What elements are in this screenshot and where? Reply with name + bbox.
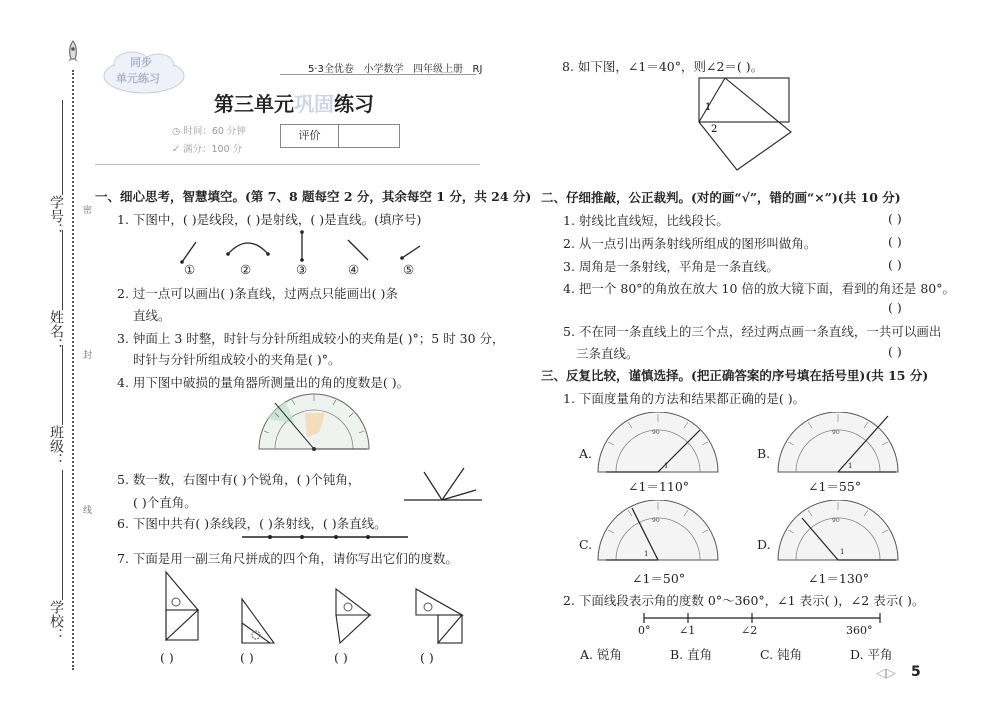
- q7-blank-2[interactable]: ( ): [240, 650, 254, 665]
- subject-name: 小学数学: [363, 64, 404, 75]
- seal-xian: 线: [81, 505, 91, 514]
- grade-name: 四年级上册: [413, 64, 463, 75]
- edition-name: RJ: [472, 64, 483, 75]
- q7-figure-2: [234, 595, 280, 647]
- protractor-a: [596, 412, 720, 474]
- svg-text:2: 2: [711, 124, 718, 135]
- q1-label-1: ①: [184, 262, 196, 277]
- figure-5-ray: [400, 246, 420, 260]
- header-bottom-rule: [95, 164, 480, 165]
- s2-answer-2[interactable]: ( ): [888, 234, 902, 249]
- numberline-mark2: ∠2: [741, 624, 758, 637]
- svg-text:90: 90: [832, 429, 840, 436]
- section3-heading: 三、反复比较，谨慎选择。(把正确答案的序号填在括号里)(共 15 分): [541, 368, 929, 383]
- name-line[interactable]: [62, 230, 63, 310]
- q7-figure-4: [408, 585, 468, 647]
- evaluation-box: [280, 124, 400, 148]
- choice-d[interactable]: D. 平角: [850, 647, 893, 662]
- evaluation-field[interactable]: [340, 125, 400, 147]
- q3-text-a: 3. 钟面上 3 时整，时针与分针所组成较小的夹角是( )°；5 时 30 分，: [117, 331, 505, 346]
- s2-answer-1[interactable]: ( ): [888, 211, 902, 226]
- section1-heading: 一、细心思考，智慧填空。(第 7、8 题每空 2 分，其余每空 1 分，共 24 分): [95, 189, 532, 204]
- q5-angles-figure: [402, 462, 484, 504]
- option-a-letter[interactable]: A.: [579, 446, 593, 461]
- choice-a[interactable]: A. 锐角: [580, 647, 622, 662]
- option-c-caption: ∠1＝50°: [632, 571, 686, 586]
- s2-item-5a: 5. 不在同一条直线上的三个点，经过两点画一条直线，一共可以画出: [563, 324, 942, 339]
- option-c-letter[interactable]: C.: [579, 537, 593, 552]
- q8-text: 8. 如下图，∠1＝40°，则∠2＝( )。: [562, 59, 764, 74]
- option-d-caption: ∠1＝130°: [808, 571, 870, 586]
- q2-text-b: 直线。: [133, 308, 171, 323]
- class-line[interactable]: [62, 345, 63, 425]
- protractor-c: [596, 500, 720, 566]
- s2-item-1: 1. 射线比直线短，比线段长。: [563, 213, 729, 228]
- school-label: 学校：: [48, 600, 64, 642]
- svg-text:1: 1: [705, 102, 712, 113]
- badge-line2: 单元练习: [116, 72, 160, 85]
- figure-4-line: [348, 240, 368, 260]
- figure-2-arc: [226, 243, 270, 256]
- class-label: 班级：: [48, 425, 64, 467]
- q7-blank-1[interactable]: ( ): [160, 650, 174, 665]
- option-a-caption: ∠1＝110°: [628, 479, 690, 494]
- option-d-letter[interactable]: D.: [757, 537, 771, 552]
- protractor-b: [776, 412, 900, 474]
- seal-feng: 封: [81, 350, 91, 359]
- q2-text-a: 2. 过一点可以画出( )条直线，过两点只能画出( )条: [117, 286, 398, 301]
- q1-label-5: ⑤: [403, 262, 415, 277]
- s2-item-4: 4. 把一个 80°的角放在放大 10 倍的放大镜下面，看到的角还是 80°。: [563, 281, 956, 296]
- s2-item-2: 2. 从一点引出两条射线所组成的图形叫做角。: [563, 236, 817, 251]
- svg-text:1: 1: [840, 548, 845, 556]
- svg-text:90: 90: [832, 517, 840, 524]
- q1-label-3: ③: [296, 262, 308, 277]
- s2-answer-3[interactable]: ( ): [888, 257, 902, 272]
- option-b-letter[interactable]: B.: [757, 446, 771, 461]
- q7-figure-1: [158, 568, 208, 646]
- s2-item-3: 3. 周角是一条射线，平角是一条直线。: [563, 259, 779, 274]
- svg-text:1: 1: [664, 462, 669, 470]
- badge-line1: 同步: [130, 56, 152, 69]
- page-number: 5: [911, 664, 921, 680]
- s3-q2-text: 2. 下面线段表示角的度数 0°～360°，∠1 表示( )，∠2 表示( )。: [563, 593, 925, 608]
- protractor-d: [776, 500, 900, 566]
- numberline-start: 0°: [638, 624, 651, 637]
- rocket-icon: [66, 40, 80, 66]
- svg-text:1: 1: [644, 550, 649, 558]
- q1-text: 1. 下图中，( )是线段，( )是射线，( )是直线。(填序号): [117, 212, 422, 227]
- fold-dotted-line: [72, 70, 74, 670]
- choice-b[interactable]: B. 直角: [670, 647, 713, 662]
- evaluation-label: 评价: [281, 125, 339, 147]
- page-title: 第三单元巩固练习: [214, 92, 374, 116]
- q5-text-b: ( )个直角。: [133, 495, 197, 510]
- figure-1-segment: [180, 242, 196, 264]
- s2-answer-5[interactable]: ( ): [888, 344, 902, 359]
- check-icon: ✓: [172, 144, 180, 155]
- choice-c[interactable]: C. 钝角: [760, 647, 803, 662]
- q4-text: 4. 用下图中破损的量角器所测量出的角的度数是( )。: [117, 375, 410, 390]
- s2-item-5b: 三条直线。: [576, 346, 639, 361]
- q3-text-b: 时针与分针所组成较小的夹角是( )°。: [133, 352, 341, 367]
- school-line[interactable]: [62, 470, 63, 600]
- q7-blank-4[interactable]: ( ): [420, 650, 434, 665]
- binding-margin: [0, 0, 95, 707]
- q1-label-2: ②: [240, 262, 252, 277]
- s3-q1-text: 1. 下面度量角的方法和结果都正确的是( )。: [563, 391, 806, 406]
- seal-mi: 密: [81, 205, 91, 214]
- numberline-end: 360°: [846, 624, 873, 637]
- broken-protractor-figure: [255, 393, 373, 453]
- figure-3-vertical-segment: [300, 230, 304, 262]
- q7-text: 7. 下面是用一副三角尺拼成的四个角，请你写出它们的度数。: [117, 551, 458, 566]
- svg-text:1: 1: [848, 462, 853, 470]
- time-info: ◷ 时间：60 分钟: [172, 126, 246, 137]
- q1-label-4: ④: [348, 262, 360, 277]
- student-id-line[interactable]: [62, 100, 63, 195]
- book-info: [308, 60, 482, 75]
- q5-text-a: 5. 数一数，右图中有( )个锐角，( )个钝角，: [117, 472, 361, 487]
- q7-figure-3: [326, 585, 376, 647]
- page-corner-icon: ◁▷: [876, 666, 896, 681]
- s2-answer-4[interactable]: ( ): [888, 300, 902, 315]
- numberline-mark1: ∠1: [679, 624, 696, 637]
- svg-text:90: 90: [652, 517, 660, 524]
- student-id-label: 学号：: [48, 195, 64, 237]
- q6-line-figure: [240, 530, 410, 544]
- q7-blank-3[interactable]: ( ): [334, 650, 348, 665]
- q8-folded-rectangle-figure: [695, 74, 795, 174]
- option-b-caption: ∠1＝55°: [808, 479, 862, 494]
- section2-heading: 二、仔细推敲，公正裁判。(对的画“√”，错的画“×”)(共 10 分): [541, 190, 901, 205]
- unit-badge: [100, 48, 188, 96]
- series-name: 5·3全优卷: [308, 64, 354, 75]
- name-label: 姓名：: [48, 310, 64, 352]
- score-info: ✓ 满分：100 分: [172, 144, 243, 155]
- q6-text: 6. 下图中共有( )条线段，( )条射线，( )条直线。: [117, 516, 387, 531]
- header-rule: [280, 74, 476, 75]
- clock-icon: ◷: [172, 126, 181, 137]
- svg-text:90: 90: [652, 429, 660, 436]
